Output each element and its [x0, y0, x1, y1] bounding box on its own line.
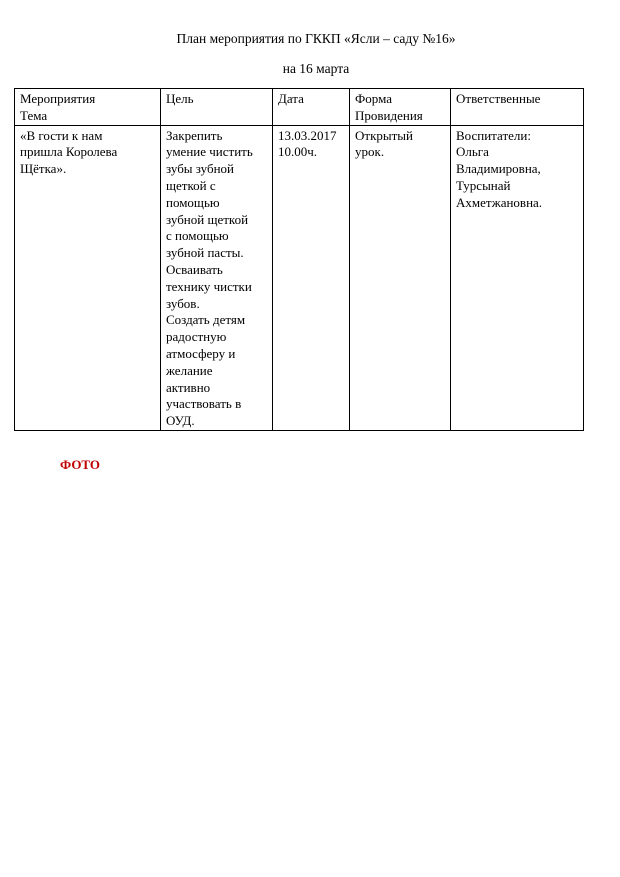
cell-event-topic: «В гости к нам пришла Королева Щётка».	[15, 125, 161, 430]
header-date: Дата	[273, 89, 350, 126]
header-event-topic: Мероприятия Тема	[15, 89, 161, 126]
photo-label: ФОТО	[60, 457, 101, 472]
header-responsible: Ответственные	[451, 89, 584, 126]
document-subtitle-date: на 16 марта	[282, 61, 350, 76]
table-header-row	[15, 89, 584, 126]
header-form: Форма Провидения	[350, 89, 451, 126]
cell-date: 13.03.2017 10.00ч.	[273, 125, 350, 430]
header-goal: Цель	[161, 89, 273, 126]
event-plan-table	[14, 88, 584, 431]
cell-goal: Закрепить умение чистить зубы зубной щеткой с помощью зубной щеткой с помощью зубной пасты. Осваивать технику чистки зубов. Создать детям радостную атмосферу и желание активно участвовать в ОУД.	[161, 125, 273, 430]
cell-form: Открытый урок.	[350, 125, 451, 430]
cell-responsible: Воспитатели: Ольга Владимировна, Турсынай Ахметжановна.	[451, 125, 584, 430]
table-row	[15, 125, 584, 430]
document-title: План мероприятия по ГККП «Ясли – саду №16»	[176, 31, 456, 46]
